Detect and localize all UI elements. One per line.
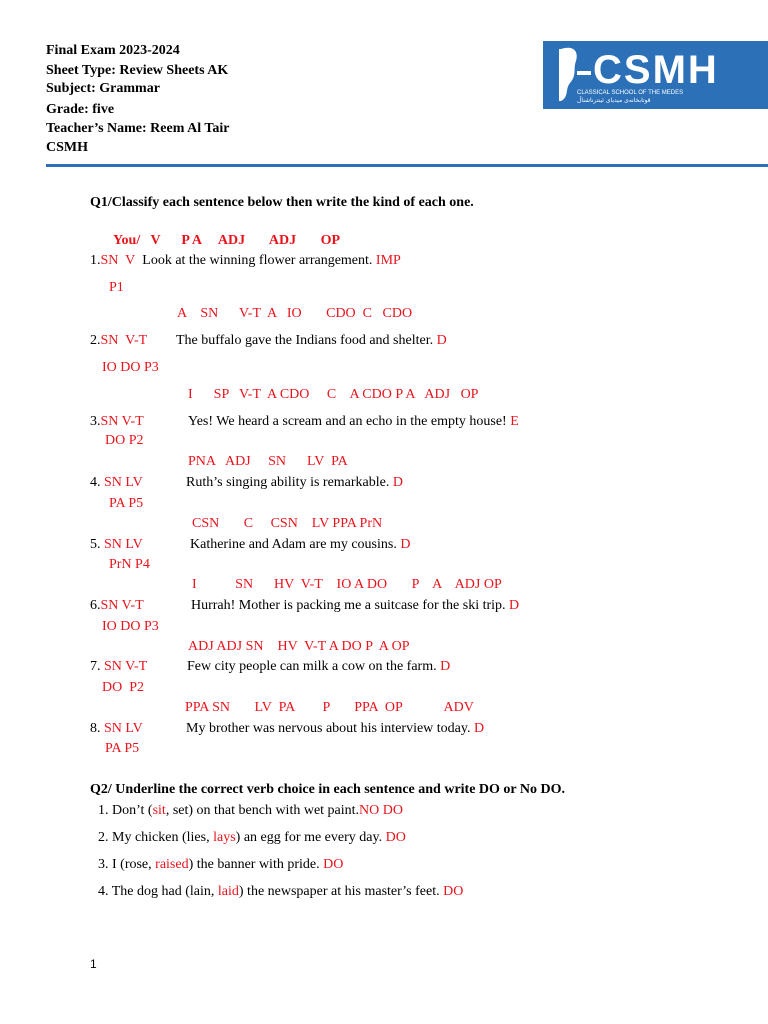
q1-item-5-sentence: Katherine and Adam are my cousins. D [190, 537, 411, 552]
q2-item-1: 1. Don’t (sit, set) on that bench with wet paint.NO DO [98, 803, 403, 818]
q1-item-7-labels: ADJ ADJ SN HV V-T A DO P A OP [188, 639, 410, 654]
q1-item-2-labels: A SN V-T A IO CDO C CDO [177, 306, 413, 321]
q2-item-4: 4. The dog had (lain, laid) the newspaper at his master’s feet. DO [98, 884, 464, 899]
q1-item-3-labels: I SP V-T A CDO C A CDO P A ADJ OP [188, 387, 479, 402]
q1-item-6-pattern: IO DO P3 [102, 619, 159, 634]
sheet-type: Sheet Type: Review Sheets AK [46, 63, 229, 78]
q1-item-5: 5. SN LV [90, 537, 143, 552]
school-code: CSMH [46, 140, 88, 155]
exam-title: Final Exam 2023-2024 [46, 43, 180, 58]
q1-item-1: 1.SN V Look at the winning flower arrangement. IMP [90, 253, 401, 268]
subject: Subject: Grammar [46, 81, 160, 96]
q1-item-7-sentence: Few city people can milk a cow on the farm. D [187, 659, 451, 674]
q1-title: Q1/Classify each sentence below then write the kind of each one. [90, 195, 474, 210]
q1-item-2: 2.SN V-T [90, 333, 148, 348]
q1-item-8-pattern: PA P5 [105, 741, 140, 756]
q1-item-7: 7. SN V-T [90, 659, 148, 674]
q1-item-5-labels: CSN C CSN LV PPA PrN [192, 516, 383, 531]
q1-item-8-sentence: My brother was nervous about his interview today. D [186, 721, 485, 736]
q1-prelabels: You/ V P A ADJ ADJ OP [113, 233, 341, 248]
q1-item-2-sentence: The buffalo gave the Indians food and shelter. D [176, 333, 447, 348]
q1-item-3: 3.SN V-T [90, 414, 144, 429]
q1-item-3-pattern: DO P2 [105, 433, 144, 448]
grade: Grade: five [46, 102, 115, 117]
q1-item-6-labels: I SN HV V-T IO A DO P A ADJ OP [192, 577, 502, 592]
logo-subtitle-ku: قوتابخانەی میدیای ئینترناشناڵ [577, 97, 651, 104]
q1-item-6: 6.SN V-T [90, 598, 144, 613]
q1-item-4-pattern: PA P5 [109, 496, 144, 511]
q2-item-3: 3. I (rose, raised) the banner with pride. DO [98, 857, 344, 872]
q1-item-6-sentence: Hurrah! Mother is packing me a suitcase for the ski trip. D [191, 598, 520, 613]
page-number: 1 [90, 957, 97, 971]
logo-mark-icon [543, 41, 768, 109]
q1-item-4-labels: PNA ADJ SN LV PA [188, 454, 348, 469]
q2-title: Q2/ Underline the correct verb choice in each sentence and write DO or No DO. [90, 782, 566, 797]
logo-text: CSMH [593, 48, 719, 92]
school-logo [543, 41, 768, 109]
q1-item-8-labels: PPA SN LV PA P PPA OP ADV [185, 700, 474, 715]
q1-item-2-pattern: IO DO P3 [102, 360, 159, 375]
q1-item-4-sentence: Ruth’s singing ability is remarkable. D [186, 475, 403, 490]
q1-item-3-sentence: Yes! We heard a scream and an echo in the empty house! E [188, 414, 519, 429]
header-divider [46, 164, 768, 167]
q1-item-1-pattern: P1 [109, 280, 124, 295]
q1-item-7-pattern: DO P2 [102, 680, 145, 695]
logo-subtitle-en: CLASSICAL SCHOOL OF THE MEDES [577, 90, 684, 96]
q1-item-4: 4. SN LV [90, 475, 143, 490]
q1-item-8: 8. SN LV [90, 721, 143, 736]
q2-item-2: 2. My chicken (lies, lays) an egg for me every day. DO [98, 830, 406, 845]
q1-item-5-pattern: PrN P4 [109, 557, 150, 572]
teacher-name: Teacher’s Name: Reem Al Tair [46, 121, 230, 136]
